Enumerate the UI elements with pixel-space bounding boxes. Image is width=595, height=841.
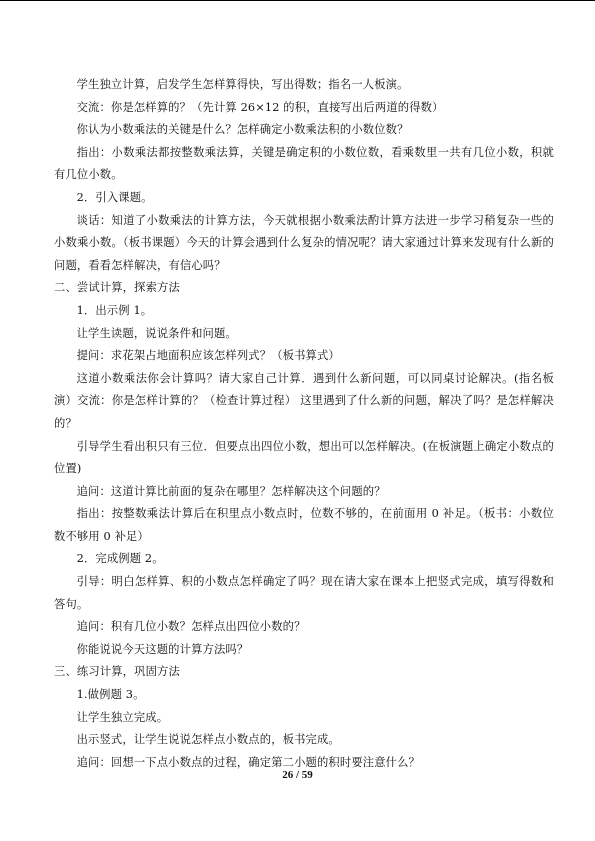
page-number: 26 / 59	[282, 769, 313, 781]
paragraph: 引导：明白怎样算、积的小数点怎样确定了吗？现在请大家在课本上把竖式完成，填写得数和答句。	[54, 575, 554, 611]
header-rule	[0, 0, 595, 1]
paragraph: 三、练习计算，巩固方法	[54, 665, 180, 679]
paragraph: 出示竖式，让学生说说怎样点小数点的，板书完成。	[76, 733, 340, 747]
paragraph: 让学生独立完成。	[76, 710, 169, 724]
document-body	[54, 74, 554, 774]
paragraph: 引导学生看出积只有三位．但要点出四位小数，想出可以怎样解决。(在板演题上确定小数点的位置)	[54, 439, 554, 476]
paragraph: 指出：小数乘法都按整数乘法算，关键是确定积的小数位数，看乘数里一共有几位小数，积就有几位小数。	[54, 145, 554, 182]
paragraph: 追问：回想一下点小数点的过程，确定第二小题的积时要注意什么？	[76, 755, 421, 769]
paragraph: 让学生读题，说说条件和问题。	[76, 326, 237, 340]
paragraph: 这道小数乘法你会计算吗？请大家自己计算．遇到什么新问题，可以同桌讨论解决。(指名板演）交流：你是怎样计算的？（检查计算过程） 这里遇到了什么新的问题，解决了吗？是怎样解决的？	[54, 371, 554, 430]
paragraph: 你认为小数乘法的关键是什么？怎样确定小数乘法积的小数位数？	[76, 123, 409, 137]
paragraph: 2．引入课题。	[76, 190, 153, 204]
paragraph: 追问：积有几位小数？怎样点出四位小数的？	[76, 620, 306, 634]
paragraph: 1.做例题 3。	[76, 688, 145, 702]
paragraph: 学生独立计算，启发学生怎样算得快，写出得数；指名一人板演。	[76, 78, 409, 91]
paragraph: 二、尝试计算，探索方法	[54, 281, 180, 295]
paragraph: 你能说说今天这题的计算方法吗？	[76, 642, 249, 656]
paragraph: 2．完成例题 2。	[76, 552, 164, 566]
paragraph: 谈话：知道了小数乘法的计算方法，今天就根据小数乘法酌计算方法进一步学习稍复杂一些的小数乘小数。（板书课题）今天的计算会遇到什么复杂的情况呢？请大家通过计算来发现有什么新的问题，看看怎样解决，有信心吗？	[54, 213, 554, 272]
paragraph: 提问：求花架占地面积应该怎样列式？（板书算式）	[76, 349, 340, 363]
paragraph: 1．出示例 1。	[76, 303, 153, 317]
paragraph: 追问：这道计算比前面的复杂在哪里？怎样解决这个问题的？	[76, 484, 386, 498]
paragraph: 指出：按整数乘法计算后在积里点小数点时，位数不够的，在前面用 0 补足。（板书：小数位数不够用 0 补足）	[54, 507, 554, 543]
paragraph: 交流：你是怎样算的？（先计算 26×12 的积，直接写出后两道的得数）	[76, 100, 444, 114]
